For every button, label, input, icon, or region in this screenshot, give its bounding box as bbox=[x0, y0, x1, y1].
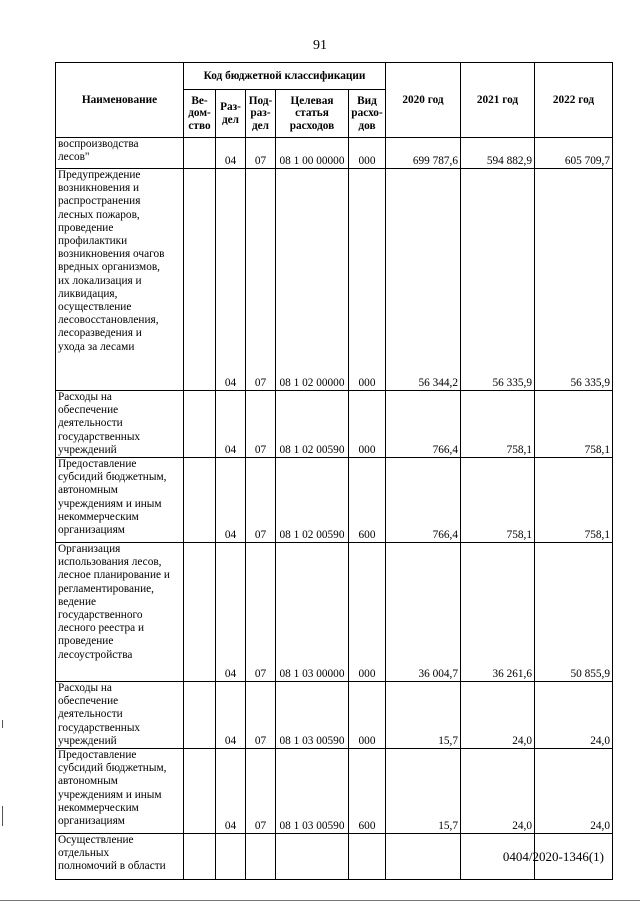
row-amount-2021: 36 261,6 bbox=[461, 543, 535, 682]
row-amount-2020: 36 004,7 bbox=[386, 543, 461, 682]
table-row bbox=[56, 458, 613, 543]
row-target: 08 1 00 00000 bbox=[276, 138, 349, 169]
row-amount-2021: 24,0 bbox=[461, 749, 535, 834]
row-subsection bbox=[246, 834, 276, 880]
row-subsection: 07 bbox=[246, 458, 276, 543]
row-subsection: 07 bbox=[246, 391, 276, 458]
row-name: воспроизводства лесов" bbox=[56, 138, 184, 169]
row-target: 08 1 03 00590 bbox=[276, 682, 349, 749]
margin-mark bbox=[2, 806, 3, 826]
row-amount-2021: 758,1 bbox=[461, 458, 535, 543]
scan-edge-line bbox=[0, 900, 640, 901]
row-amount-2021: 758,1 bbox=[461, 391, 535, 458]
table-row bbox=[56, 543, 613, 682]
row-name: Расходы на обеспечение деятельности государственных учреждений bbox=[56, 682, 184, 749]
row-amount-2021: 24,0 bbox=[461, 682, 535, 749]
header-2022: 2022 год bbox=[535, 63, 613, 138]
row-exptype: 000 bbox=[349, 391, 386, 458]
header-dept: Ве- дом- ство bbox=[184, 90, 216, 138]
row-exptype: 600 bbox=[349, 749, 386, 834]
row-exptype: 000 bbox=[349, 682, 386, 749]
budget-table bbox=[55, 62, 613, 880]
row-section: 04 bbox=[216, 543, 246, 682]
row-name: Предоставление субсидий бюджетным, автономным учреждениям и иным некоммерческим организациям bbox=[56, 458, 184, 543]
row-name: Осуществление отдельных полномочий в области bbox=[56, 834, 184, 880]
row-dept bbox=[184, 682, 216, 749]
row-target: 08 1 02 00000 bbox=[276, 169, 349, 391]
row-amount-2020: 56 344,2 bbox=[386, 169, 461, 391]
header-target: Целевая статья расходов bbox=[276, 90, 349, 138]
header-2020: 2020 год bbox=[386, 63, 461, 138]
page-number: 91 bbox=[313, 38, 327, 53]
row-target: 08 1 03 00590 bbox=[276, 749, 349, 834]
row-subsection: 07 bbox=[246, 682, 276, 749]
row-name: Предоставление субсидий бюджетным, автономным учреждениям и иным некоммерческим организациям bbox=[56, 749, 184, 834]
row-section: 04 bbox=[216, 169, 246, 391]
row-dept bbox=[184, 834, 216, 880]
table-row bbox=[56, 749, 613, 834]
row-exptype: 000 bbox=[349, 543, 386, 682]
table-row bbox=[56, 169, 613, 391]
row-exptype bbox=[349, 834, 386, 880]
row-subsection: 07 bbox=[246, 543, 276, 682]
row-subsection: 07 bbox=[246, 138, 276, 169]
row-dept bbox=[184, 391, 216, 458]
row-amount-2022: 758,1 bbox=[535, 458, 613, 543]
row-amount-2020: 15,7 bbox=[386, 749, 461, 834]
row-section bbox=[216, 834, 246, 880]
row-section: 04 bbox=[216, 682, 246, 749]
row-amount-2020: 15,7 bbox=[386, 682, 461, 749]
header-code-group: Код бюджетной классификации bbox=[184, 63, 386, 90]
row-amount-2022: 56 335,9 bbox=[535, 169, 613, 391]
margin-mark bbox=[2, 720, 3, 728]
row-target: 08 1 02 00590 bbox=[276, 391, 349, 458]
row-name: Расходы на обеспечение деятельности государственных учреждений bbox=[56, 391, 184, 458]
row-amount-2020: 766,4 bbox=[386, 391, 461, 458]
row-section: 04 bbox=[216, 138, 246, 169]
row-exptype: 600 bbox=[349, 458, 386, 543]
row-dept bbox=[184, 458, 216, 543]
row-subsection: 07 bbox=[246, 749, 276, 834]
row-target bbox=[276, 834, 349, 880]
row-amount-2022: 605 709,7 bbox=[535, 138, 613, 169]
row-dept bbox=[184, 543, 216, 682]
row-target: 08 1 03 00000 bbox=[276, 543, 349, 682]
document-code: 0404/2020-1346(1) bbox=[502, 849, 604, 864]
header-subsection: Под- раз- дел bbox=[246, 90, 276, 138]
row-section: 04 bbox=[216, 391, 246, 458]
row-section: 04 bbox=[216, 458, 246, 543]
row-amount-2021: 594 882,9 bbox=[461, 138, 535, 169]
row-exptype: 000 bbox=[349, 169, 386, 391]
row-dept bbox=[184, 138, 216, 169]
row-amount-2022: 50 855,9 bbox=[535, 543, 613, 682]
row-dept bbox=[184, 169, 216, 391]
table-row bbox=[56, 138, 613, 169]
row-exptype: 000 bbox=[349, 138, 386, 169]
header-name: Наименование bbox=[56, 63, 184, 138]
row-target: 08 1 02 00590 bbox=[276, 458, 349, 543]
header-section: Раз- дел bbox=[216, 90, 246, 138]
row-dept bbox=[184, 749, 216, 834]
header-2021: 2021 год bbox=[461, 63, 535, 138]
row-amount-2022: 24,0 bbox=[535, 682, 613, 749]
row-amount-2022: 24,0 bbox=[535, 749, 613, 834]
header-exptype: Вид расхо- дов bbox=[349, 90, 386, 138]
table-row bbox=[56, 391, 613, 458]
row-name: Предупреждение возникновения и распространения лесных пожаров, проведение профилактики возникновения очагов вредных организмов, их локализация и ликвидация, осуществление лесовосстановления, лесоразведения и ухода за лесами bbox=[56, 169, 184, 391]
row-amount-2020: 766,4 bbox=[386, 458, 461, 543]
table-row bbox=[56, 682, 613, 749]
row-subsection: 07 bbox=[246, 169, 276, 391]
row-amount-2020: 699 787,6 bbox=[386, 138, 461, 169]
row-section: 04 bbox=[216, 749, 246, 834]
row-amount-2022: 758,1 bbox=[535, 391, 613, 458]
row-amount-2021: 56 335,9 bbox=[461, 169, 535, 391]
budget-table-body bbox=[56, 138, 613, 880]
row-amount-2020 bbox=[386, 834, 461, 880]
row-name: Организация использования лесов, лесное планирование и регламентирование, ведение государственного лесного реестра и проведение лесоустройства bbox=[56, 543, 184, 682]
